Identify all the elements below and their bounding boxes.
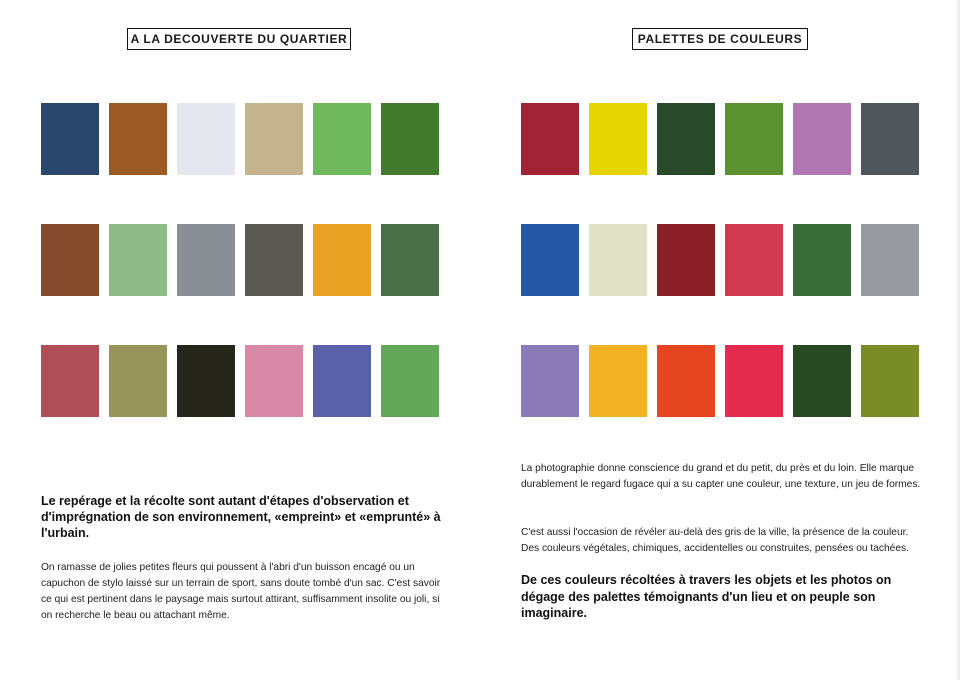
color-swatch [245,224,303,296]
color-swatch [313,224,371,296]
color-swatch [657,224,715,296]
city-color-paragraph: C'est aussi l'occasion de révéler au-delà des gris de la ville, la présence de la couleur. Des couleurs végétales, chimiques, accidentelles ou construites, pensées ou tachées. [521,527,909,554]
color-swatch [41,103,99,175]
color-swatch [861,224,919,296]
color-swatch [41,345,99,417]
photography-paragraph: La photographie donne conscience du grand et du petit, du près et du loin. Elle marque durablement le regard fugace qui a su capter une couleur, une texture, un jeu de formes. [521,463,921,490]
color-swatch [589,345,647,417]
color-swatch [725,345,783,417]
color-swatch [793,345,851,417]
color-swatch [657,345,715,417]
palettes-heading: PALETTES DE COULEURS [632,28,808,50]
neighborhood-swatch-grid [41,103,439,417]
right-page [480,0,960,680]
color-swatch [725,224,783,296]
color-swatch [381,103,439,175]
color-swatch [521,103,579,175]
color-swatch [41,224,99,296]
color-swatch [109,224,167,296]
color-swatch [521,224,579,296]
color-swatch [109,103,167,175]
color-swatch [793,224,851,296]
color-swatch [313,103,371,175]
palettes-lead-text: De ces couleurs récoltées à travers les objets et les photos on dégage des palettes témoignants d'un lieu et on peuple son imaginaire. [521,573,892,620]
color-swatch [793,103,851,175]
color-swatch [177,103,235,175]
color-swatch [177,345,235,417]
color-swatch [861,103,919,175]
color-swatch [589,224,647,296]
color-swatch [381,345,439,417]
color-swatch [177,224,235,296]
palette-swatch-grid [521,103,919,417]
collection-body-text: On ramasse de jolies petites fleurs qui poussent à l'abri d'un buisson encagé ou un capuchon de stylo laissé sur un terrain de sport, sans doute tombé d'un sac. C'est savoir ce qui est pertinent dans le paysage mais surtout attirant, suffisamment insolite ou joli, si on recherche le beau ou attachant même. [41,562,441,621]
color-swatch [657,103,715,175]
color-swatch [109,345,167,417]
color-swatch [521,345,579,417]
color-swatch [313,345,371,417]
color-swatch [245,103,303,175]
color-swatch [245,345,303,417]
color-swatch [861,345,919,417]
color-swatch [589,103,647,175]
color-swatch [381,224,439,296]
discovery-heading: A LA DECOUVERTE DU QUARTIER [127,28,351,50]
color-swatch [725,103,783,175]
intro-lead-text: Le repérage et la récolte sont autant d'étapes d'observation et d'imprégnation de son environnement, «empreint» et «emprunté» à l'urbain. [41,494,441,540]
